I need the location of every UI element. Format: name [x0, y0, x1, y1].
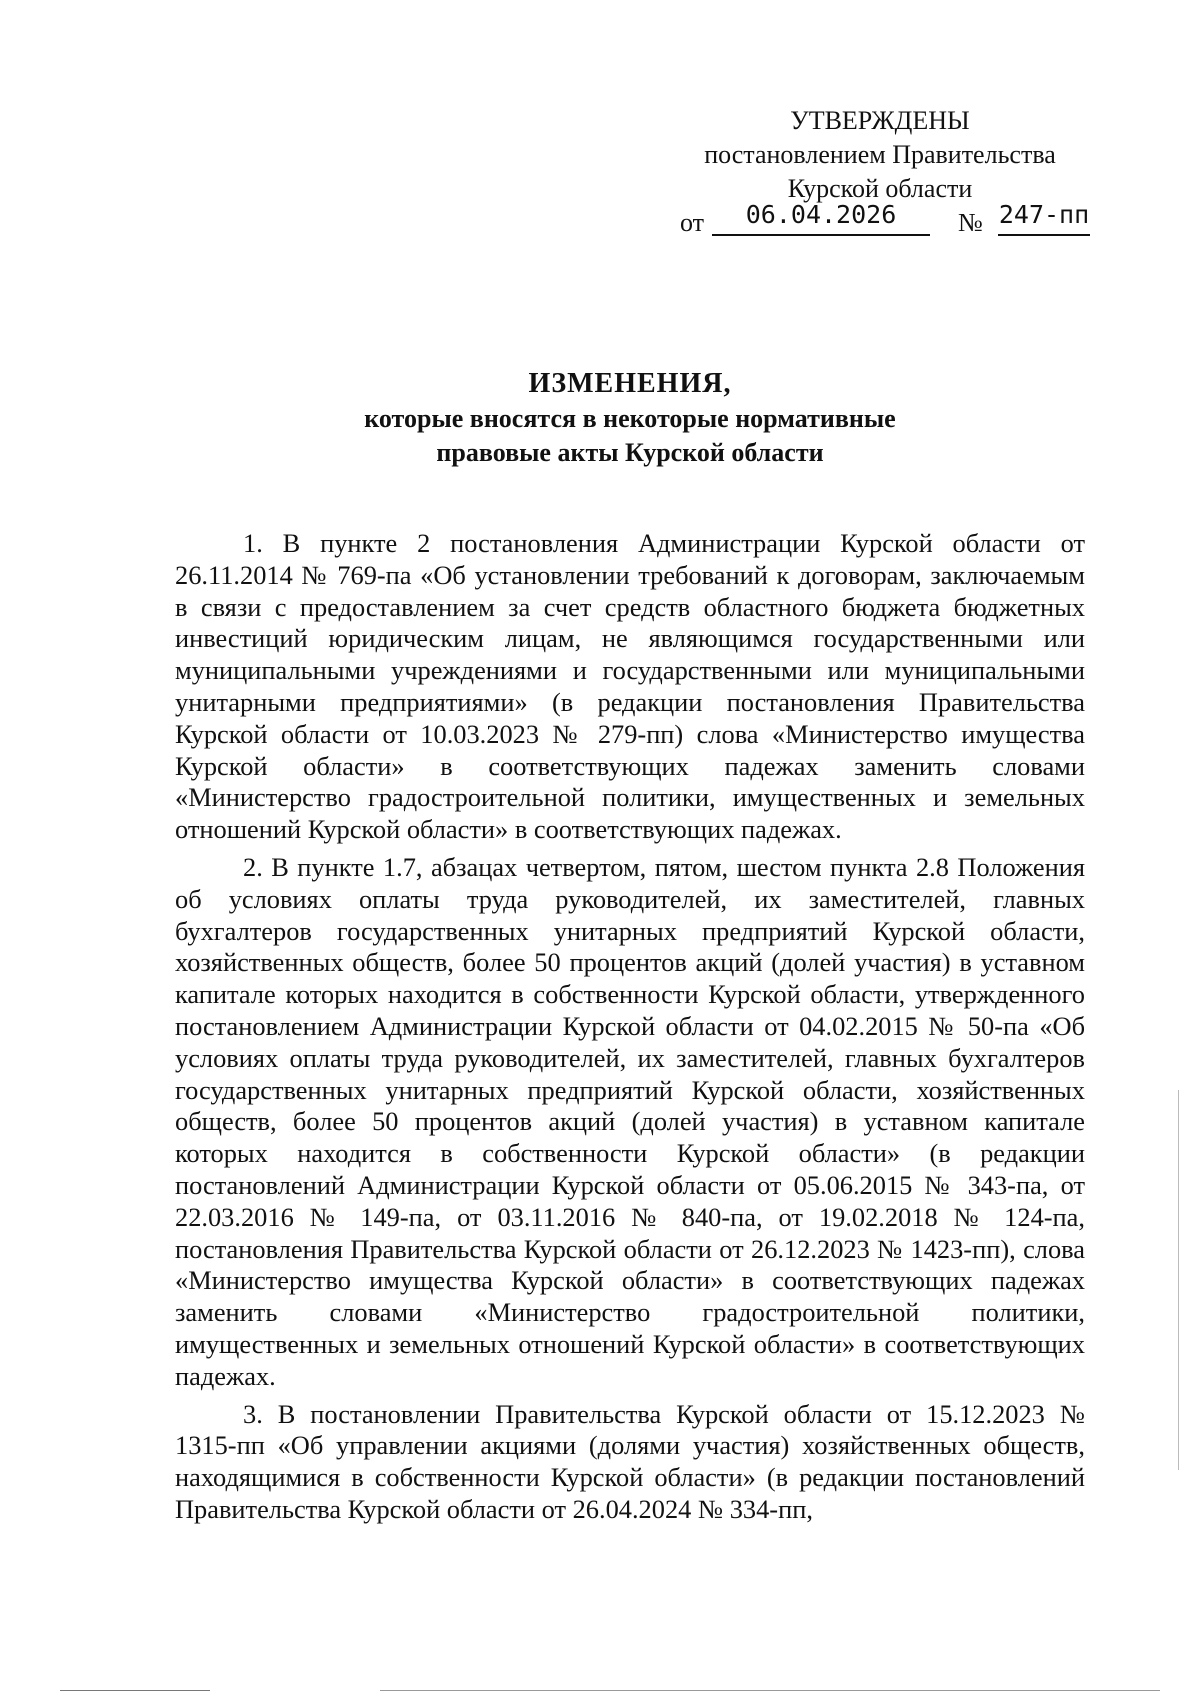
scan-edge-line-left — [60, 1690, 210, 1691]
title-sub-1: которые вносятся в некоторые нормативные — [364, 404, 896, 433]
paragraph-2: 2. В пункте 1.7, абзацах четвертом, пятом, шестом пункта 2.8 Положения об условиях оплаты труда руководителей, их заместителей, главных бухгалтеров государственных унитарных предприятий Курской области, хозяйственных обществ, более 50 процентов акций (долей участия) в уставном капитале которых находится в собственности Курской области, утвержденного постановлением Администрации Курской области от 04.02.2015 № 50-па «Об условиях оплаты труда руководителей, их заместителей, главных бухгалтеров государственных унитарных предприятий Курской области, хозяйственных обществ, более 50 процентов акций (долей участия) в уставном капитале которых находится в собственности Курской области» (в редакции постановлений Администрации Курской области от 05.06.2015 № 343-па, от 22.03.2016 № 149-па, от 03.11.2016 № 840-па, от 19.02.2018 № 124-па, постановления Правительства Курской области от 26.12.2023 № 1423-пп), слова «Министерство имущества Курской области» в соответствующих падежах заменить словами «Министерство градостроительной политики, имущественных и земельных отношений Курской области» в соответствующих падежах. — [175, 851, 1085, 1391]
scan-edge-mark — [1178, 1090, 1179, 1470]
date-prefix: от — [680, 208, 705, 237]
document-body — [175, 528, 1085, 1532]
approval-line-3: Курской области — [787, 174, 973, 203]
approval-date-line — [680, 198, 1100, 238]
title-sub-2: правовые акты Курской области — [436, 438, 824, 467]
approval-stamp — [660, 104, 1100, 206]
paragraph-3: 3. В постановлении Правительства Курской области от 15.12.2023 № 1315-пп «Об управлении акциями (долями участия) хозяйственных обществ, находящимися в собственности Курской области» (в редакции постановлений Правительства Курской области от 26.04.2024 № 334-пп, — [175, 1398, 1085, 1524]
title-main: ИЗМЕНЕНИЯ, — [528, 368, 732, 399]
approval-date: 06.04.2026 — [712, 198, 930, 236]
approval-line-2: постановлением Правительства — [704, 140, 1056, 169]
number-prefix: № — [958, 208, 983, 237]
approval-heading: УТВЕРЖДЕНЫ — [790, 106, 970, 135]
document-title — [160, 366, 1100, 470]
approval-number: 247-пп — [998, 198, 1090, 236]
scan-edge-line-right — [380, 1690, 1160, 1691]
paragraph-1: 1. В пункте 2 постановления Администрации Курской области от 26.11.2014 № 769-па «Об установлении требований к договорам, заключаемым в связи с предоставлением за счет средств областного бюджета бюджетных инвестиций юридическим лицам, не являющимся государственными или муниципальными учреждениями и государственными или муниципальными унитарными предприятиями» (в редакции постановления Правительства Курской области от 10.03.2023 № 279-пп) слова «Министерство имущества Курской области» в соответствующих падежах заменить словами «Министерство градостроительной политики, имущественных и земельных отношений Курской области» в соответствующих падежах. — [175, 528, 1085, 845]
